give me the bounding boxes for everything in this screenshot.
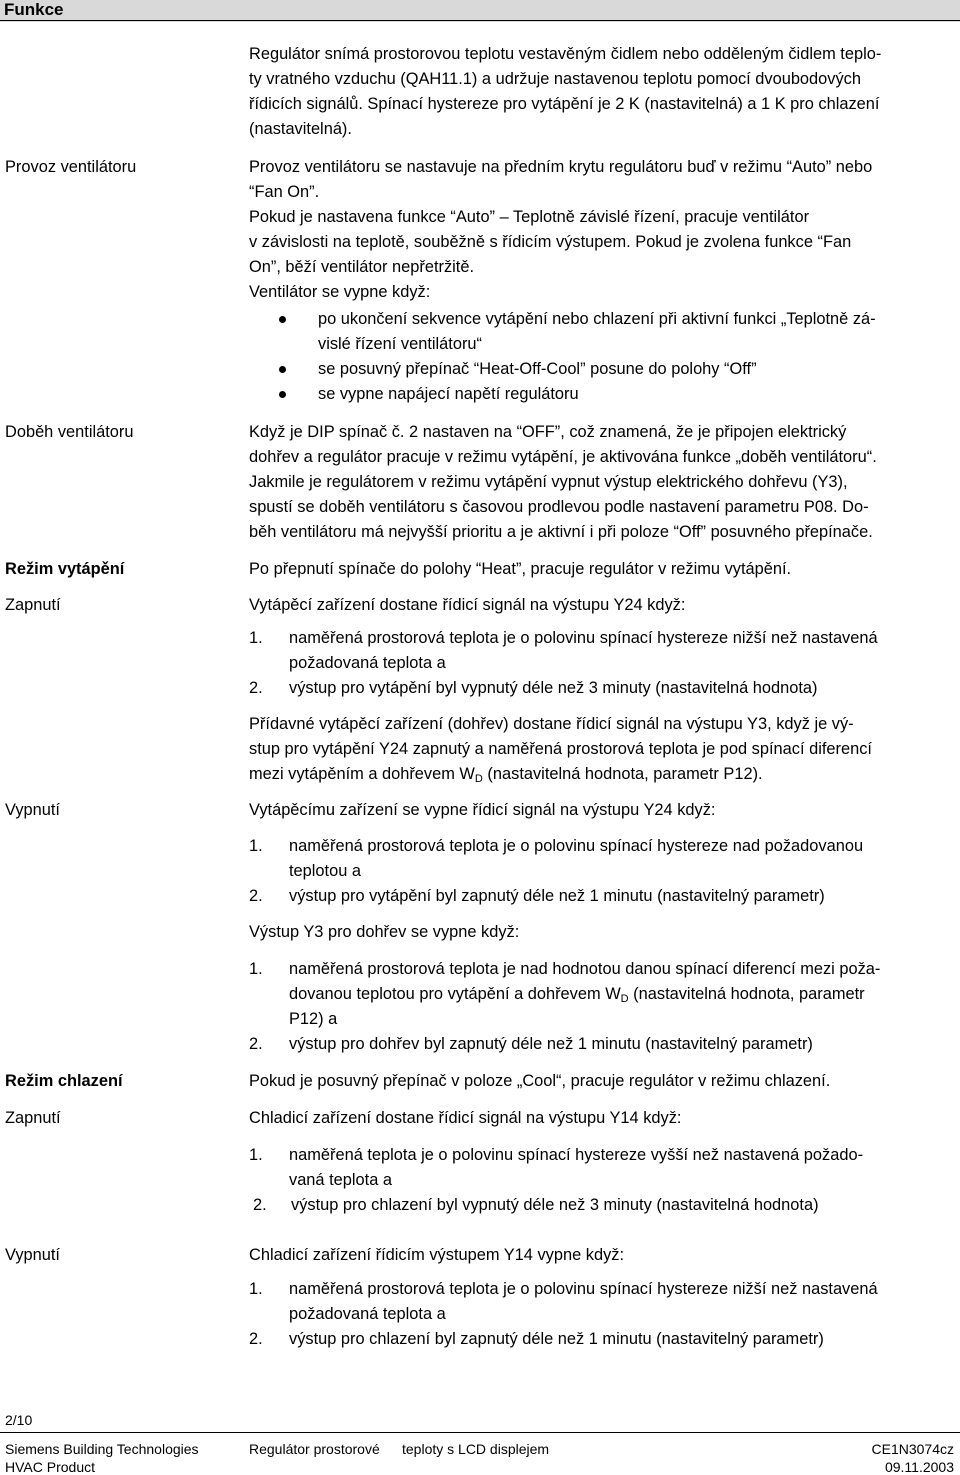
text-line: běh ventilátoru má nejvyšší prioritu a je aktivní i při poloze “Off” posuvného přepínače. [249,523,873,541]
text-line: “Fan On”. [249,183,320,201]
list-item: se posuvný přepínač “Heat-Off-Cool” posune do polohy “Off” [318,360,757,378]
text-line: Regulátor snímá prostorovou teplotu vestavěným čidlem nebo odděleným čidlem teplo- [249,45,882,63]
list-item: naměřená prostorová teplota je nad hodnotou danou spínací diferencí mezi poža- [289,960,881,978]
text-line: Provoz ventilátoru se nastavuje na předním krytu regulátoru buď v režimu “Auto” nebo [249,158,873,176]
footer-company: Siemens Building Technologies [5,1441,199,1457]
list-number: 1. [249,960,263,978]
list-item: naměřená prostorová teplota je o polovinu spínací hystereze nad požadovanou [289,837,864,855]
list-item: výstup pro vytápění byl vypnutý déle než 3 minuty (nastavitelná hodnota) [289,679,818,697]
list-item: dovanou teplotou pro vytápění a dohřevem $W_D$ (nastavitelná hodnota, parametr [289,985,865,1005]
list-item: požadovaná teplota a [289,1305,446,1323]
text-line: řídicích signálů. Spínací hystereze pro vytápění je 2 K (nastavitelná) a 1 K pro chlazení [249,95,880,113]
footer-division: HVAC Product [5,1459,95,1475]
list-number: 2. [249,887,263,905]
side-heading-heating-off: Vypnutí [5,801,60,819]
page-number: 2/10 [5,1412,33,1428]
side-heading-cooling-off: Vypnutí [5,1246,60,1264]
list-item: teplotou a [289,862,361,880]
list-item: vislé řízení ventilátoru“ [318,335,482,353]
text-line: spustí se doběh ventilátoru s časovou prodlevou podle nastavení parametru P08. Do- [249,498,869,516]
section-title: Funkce [4,0,64,19]
bullet-icon [279,316,286,323]
text-line: Ventilátor se vypne když: [249,283,431,301]
section-header-bar [0,0,960,22]
footer-doc-title-b: teploty s LCD displejem [402,1441,550,1457]
list-item: požadovaná teplota a [289,654,446,672]
footer-doc-code: CE1N3074cz [871,1441,954,1457]
list-item: naměřená teplota je o polovinu spínací hystereze vyšší než nastavená požado- [289,1146,864,1164]
cooling-on-text: Chladicí zařízení dostane řídicí signál na výstupu Y14 když: [249,1109,682,1127]
list-item: výstup pro dohřev byl zapnutý déle než 1 minutu (nastavitelný parametr) [289,1035,813,1053]
list-number: 2. [253,1196,267,1214]
list-item: naměřená prostorová teplota je o polovinu spínací hystereze nižší než nastavená [289,1280,878,1298]
heating-intro: Po přepnutí spínače do polohy “Heat”, pracuje regulátor v režimu vytápění. [249,560,792,578]
text-line: Když je DIP spínač č. 2 nastaven na “OFF”, což znamená, že je připojen elektrický [249,423,847,441]
footer-doc-title-a: Regulátor prostorové [249,1441,380,1457]
list-item: výstup pro chlazení byl vypnutý déle než 3 minuty (nastavitelná hodnota) [291,1196,819,1214]
bullet-icon [279,391,286,398]
text-line: dohřev a regulátor pracuje v režimu vytápění, je aktivována funkce „doběh ventilátoru“. [249,448,877,466]
list-number: 1. [249,1280,263,1298]
list-number: 1. [249,629,263,647]
text-line: Jakmile je regulátorem v režimu vytápění vypnut výstup elektrického dohřevu (Y3), [249,473,848,491]
list-item: po ukončení sekvence vytápění nebo chlazení při aktivní funkci „Teplotně zá- [318,310,876,328]
list-number: 2. [249,1330,263,1348]
list-number: 1. [249,1146,263,1164]
text-line: mezi vytápěním a dohřevem $W_D$ (nastavitelná hodnota, parametr P12). [249,765,763,785]
side-heading-fan-overrun: Doběh ventilátoru [5,423,134,441]
text-line: (nastavitelná). [249,120,352,138]
list-item: P12) a [289,1010,338,1028]
list-item: naměřená prostorová teplota je o polovinu spínací hystereze nižší než nastavená [289,629,878,647]
y3-off-text: Výstup Y3 pro dohřev se vypne když: [249,923,520,941]
side-heading-fan-operation: Provoz ventilátoru [5,158,137,176]
list-number: 1. [249,837,263,855]
bullet-icon [279,366,286,373]
cooling-off-text: Chladicí zařízení řídicím výstupem Y14 vypne když: [249,1246,625,1264]
text-line: v závislosti na teplotě, souběžně s řídicím výstupem. Pokud je zvolena funkce “Fan [249,233,852,251]
side-heading-heating-on: Zapnutí [5,596,61,614]
list-item: se vypne napájecí napětí regulátoru [318,385,579,403]
text-line: ty vratného vzduchu (QAH11.1) a udržuje nastavenou teplotu pomocí dvoubodových [249,70,861,88]
list-number: 2. [249,1035,263,1053]
heating-off-text: Vytápěcímu zařízení se vypne řídicí signál na výstupu Y24 když: [249,801,716,819]
text-line: Přídavné vytápěcí zařízení (dohřev) dostane řídicí signál na výstupu Y3, když je vý- [249,715,854,733]
list-item: výstup pro chlazení byl zapnutý déle než 1 minutu (nastavitelný parametr) [289,1330,824,1348]
text-line: stup pro vytápění Y24 zapnutý a naměřená prostorová teplota je pod spínací diferencí [249,740,872,758]
side-heading-cooling-mode: Režim chlazení [5,1072,123,1090]
text-line: Pokud je nastavena funkce “Auto” – Teplotně závislé řízení, pracuje ventilátor [249,208,810,226]
list-number: 2. [249,679,263,697]
footer-date: 09.11.2003 [884,1459,954,1475]
footer-rule [0,1432,960,1433]
list-item: výstup pro vytápění byl zapnutý déle než 1 minutu (nastavitelný parametr) [289,887,825,905]
side-heading-cooling-on: Zapnutí [5,1109,61,1127]
header-rule [0,20,960,21]
heating-on-text: Vytápěcí zařízení dostane řídicí signál na výstupu Y24 když: [249,596,686,614]
side-heading-heating-mode: Režim vytápění [5,560,125,578]
list-item: vaná teplota a [289,1171,392,1189]
cooling-intro: Pokud je posuvný přepínač v poloze „Cool“, pracuje regulátor v režimu chlazení. [249,1072,831,1090]
text-line: On”, běží ventilátor nepřetržitě. [249,258,475,276]
